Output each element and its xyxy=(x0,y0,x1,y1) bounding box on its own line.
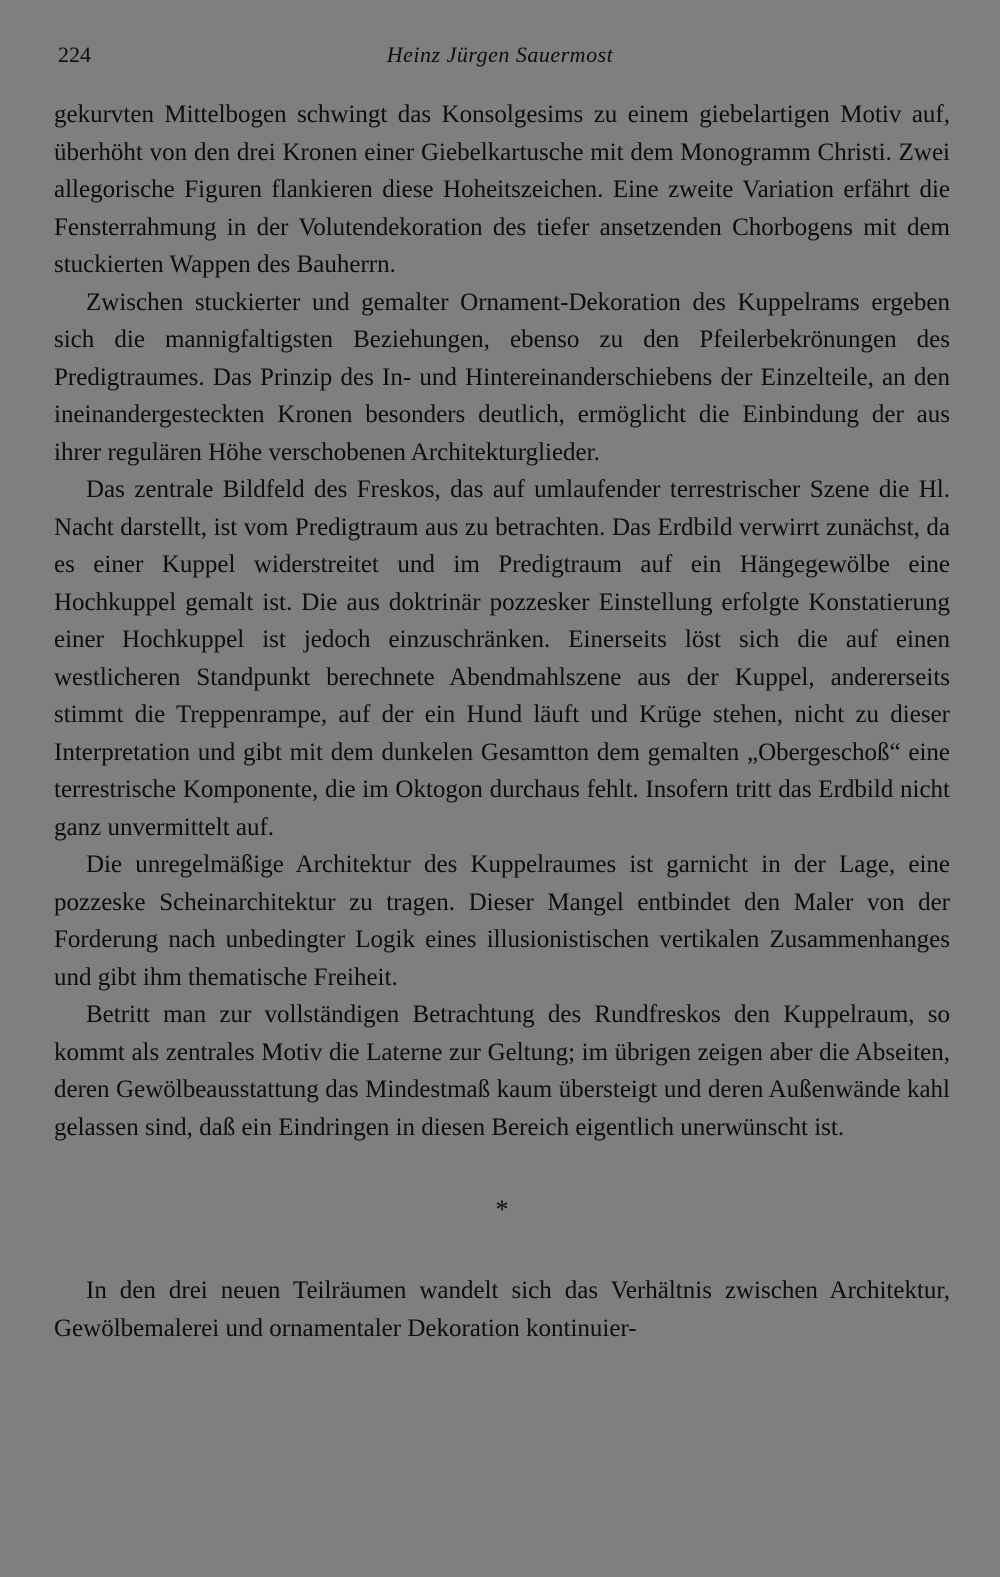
running-title: Heinz Jürgen Sauermost xyxy=(386,42,614,67)
body-text xyxy=(54,96,950,1347)
paragraph-6: In den drei neuen Teilräumen wandelt sich das Verhältnis zwischen Architektur, Gewölbemalerei und ornamentaler Dekoration kontinuier- xyxy=(54,1277,950,1342)
section-break-asterisk: * xyxy=(495,1195,509,1224)
paragraph-3: Das zentrale Bildfeld des Freskos, das auf umlaufender terrestrischer Szene die Hl. Nacht darstellt, ist vom Predigtraum aus zu betrachten. Das Erdbild verwirrt zunächst, da es einer Kuppel widerstreitet und im Predigtraum auf ein Hängegewölbe eine Hochkuppel gemalt ist. Die aus doktrinär pozzesker Einstellung erfolgte Konstatierung einer Hochkuppel ist jedoch einzuschränken. Einerseits löst sich die auf einen westlicheren Standpunkt berechnete Abendmahlszene aus der Kuppel, andererseits stimmt die Treppenrampe, auf der ein Hund läuft und Krüge stehen, nicht zu dieser Interpretation und gibt mit dem dunkelen Gesamtton dem gemalten „Obergeschoß“ eine terrestrische Komponente, die im Oktogon durchaus fehlt. Insofern tritt das Erdbild nicht ganz unvermittelt auf. xyxy=(54,476,950,841)
paragraph-1: gekurvten Mittelbogen schwingt das Konsolgesims zu einem giebelartigen Motiv auf, überhöht von den drei Kronen einer Giebelkartusche mit dem Monogramm Christi. Zwei allegorische Figuren flankieren diese Hoheitszeichen. Eine zweite Variation erfährt die Fensterrahmung in der Volutendekoration des tiefer ansetzenden Chorbogens mit dem stuckierten Wappen des Bauherrn. xyxy=(54,101,950,278)
paragraph-2: Zwischen stuckierter und gemalter Ornament-Dekoration des Kuppelrams ergeben sich die mannigfaltigsten Beziehungen, ebenso zu den Pfeilerbekrönungen des Predigtraumes. Das Prinzip des In- und Hintereinanderschiebens der Einzelteile, an den ineinandergesteckten Kronen besonders deutlich, ermöglicht die Einbindung der aus ihrer regulären Höhe verschobenen Architekturglieder. xyxy=(54,288,950,466)
paragraph-5: Betritt man zur vollständigen Betrachtung des Rundfreskos den Kuppelraum, so kommt als zentrales Motiv die Laterne zur Geltung; im übrigen zeigen aber die Abseiten, deren Gewölbeausstattung das Mindestmaß kaum übersteigt und deren Außenwände kahl gelassen sind, daß ein Eindringen in diesen Bereich eigentlich unerwünscht ist. xyxy=(54,1001,950,1141)
running-head xyxy=(58,42,942,76)
paragraph-4: Die unregelmäßige Architektur des Kuppelraumes ist garnicht in der Lage, eine pozzeske Scheinarchitektur zu tragen. Dieser Mangel entbindet den Maler von der Forderung nach unbedingter Logik eines illusionistischen vertikalen Zusammenhanges und gibt ihm thematische Freiheit. xyxy=(54,851,950,991)
page-number: 224 xyxy=(58,42,91,67)
